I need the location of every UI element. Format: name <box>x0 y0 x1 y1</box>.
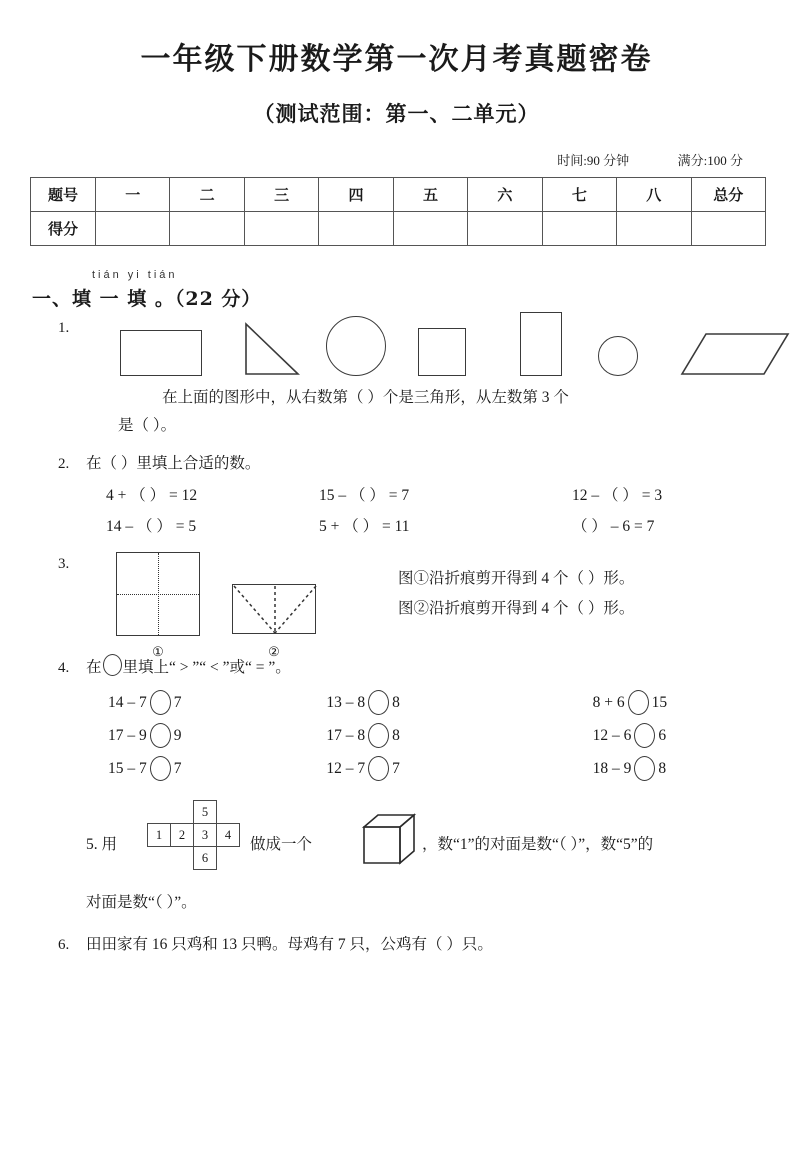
comparison-7 <box>86 755 278 783</box>
square-shape <box>418 328 466 376</box>
figure-2-label: ② <box>268 644 280 659</box>
score-table-col-6: 六 <box>468 178 542 212</box>
question-1-number: 1. <box>58 320 70 336</box>
question-1-text <box>86 384 763 440</box>
comparison-9 <box>497 755 763 783</box>
score-table <box>30 177 766 246</box>
question-2-number: 2. <box>58 456 70 472</box>
score-table-col-total: 总分 <box>691 178 766 212</box>
score-table-row-label-2: 得分 <box>31 212 96 246</box>
question-3-texts <box>398 564 634 624</box>
comparison-row-3 <box>86 752 763 785</box>
comparison-1-left: 14 – 7 <box>108 693 147 711</box>
score-cell-5[interactable] <box>393 212 467 246</box>
equation-4: 14 – （ ） = 5 <box>106 518 197 535</box>
question-5-second-line: 对面是数“（ ）”。 <box>86 894 197 911</box>
score-cell-1[interactable] <box>96 212 170 246</box>
figure-2-rectangle-with-folds <box>232 584 316 634</box>
score-table-col-7: 七 <box>542 178 616 212</box>
score-table-row-label-1: 题号 <box>31 178 96 212</box>
table-row-question-numbers <box>31 178 766 212</box>
comparison-5-left: 17 – 8 <box>326 726 366 744</box>
comparison-8-circle[interactable] <box>368 756 389 781</box>
comparison-3-right: 15 <box>651 693 668 711</box>
figure-1-square-with-folds <box>116 552 200 636</box>
question-4-prompt <box>86 654 763 682</box>
question-1-shapes <box>86 314 763 376</box>
exam-page <box>0 42 793 1164</box>
right-triangle-shape <box>244 322 300 376</box>
comparison-3-circle[interactable] <box>628 690 649 715</box>
question-5 <box>30 791 763 917</box>
comparison-4-circle[interactable] <box>150 723 171 748</box>
score-table-col-8: 八 <box>617 178 691 212</box>
section-pinyin: tián yi tián <box>92 269 178 281</box>
comparison-8-left: 12 – 7 <box>326 759 366 777</box>
score-cell-8[interactable] <box>617 212 691 246</box>
question-4-comparisons <box>86 686 763 785</box>
table-row-scores <box>31 212 766 246</box>
comparison-9-left: 18 – 9 <box>592 759 632 777</box>
comparison-7-circle[interactable] <box>150 756 171 781</box>
comparison-2-right: 8 <box>392 693 400 711</box>
comparison-8 <box>278 755 496 783</box>
comparison-7-right: 7 <box>173 759 182 777</box>
score-table-col-2: 二 <box>170 178 244 212</box>
question-3-text-2: 图②沿折痕剪开得到 4 个（ ）形。 <box>398 600 635 617</box>
question-2-equations <box>86 480 763 542</box>
net-cell-6-bottom: 6 <box>193 846 217 870</box>
question-4-prompt-a: 在 <box>86 659 102 676</box>
comparison-1 <box>86 689 278 717</box>
comparison-9-right: 8 <box>658 759 667 777</box>
question-1-line-2: 是（ ）。 <box>118 417 177 434</box>
comparison-7-left: 15 – 7 <box>108 759 147 777</box>
question-5-mid-text: 做成一个 <box>250 836 313 853</box>
comparison-5-circle[interactable] <box>368 723 389 748</box>
score-cell-3[interactable] <box>244 212 318 246</box>
comparison-1-right: 7 <box>173 693 182 711</box>
exam-meta <box>30 150 763 169</box>
question-6-number: 6. <box>58 937 70 953</box>
comparison-2-left: 13 – 8 <box>326 693 366 711</box>
section-heading-1 <box>30 269 763 310</box>
figure-1-label: ① <box>152 644 164 659</box>
comparison-4-right: 9 <box>173 726 182 744</box>
equation-5: 5 + （ ） = 11 <box>319 518 410 535</box>
net-cell-4: 4 <box>216 823 240 847</box>
score-cell-4[interactable] <box>319 212 393 246</box>
question-5-pre-text: 用 <box>101 836 118 853</box>
question-3-figures <box>30 550 763 659</box>
score-table-col-5: 五 <box>393 178 467 212</box>
circle-shape <box>326 316 386 376</box>
comparison-5 <box>278 722 496 750</box>
comparison-6 <box>497 722 763 750</box>
question-5-body <box>30 791 763 887</box>
question-1 <box>30 314 763 440</box>
score-cell-total[interactable] <box>691 212 766 246</box>
fold-line-horizontal <box>117 594 199 595</box>
question-5-lead <box>86 831 117 859</box>
equation-row-2 <box>86 511 763 542</box>
comparison-3-left: 8 + 6 <box>592 693 625 711</box>
net-cell-2: 2 <box>170 823 194 847</box>
rectangle-horizontal-shape <box>120 330 202 376</box>
circle-blank-icon <box>103 654 122 676</box>
comparison-1-circle[interactable] <box>150 690 171 715</box>
comparison-8-right: 7 <box>392 759 400 777</box>
question-6 <box>30 931 763 959</box>
equation-3: 12 – （ ） = 3 <box>572 487 663 504</box>
page-title: 一年级下册数学第一次月考真题密卷 <box>140 42 653 77</box>
question-2 <box>30 450 763 542</box>
comparison-6-circle[interactable] <box>634 723 655 748</box>
equation-2: 15 – （ ） = 7 <box>319 487 410 504</box>
comparison-9-circle[interactable] <box>634 756 655 781</box>
rectangle-vertical-shape <box>520 312 562 376</box>
comparison-2 <box>278 689 496 717</box>
question-5-post-text: ，数“1”的对面是数“（ ）”，数“5”的 <box>422 836 654 853</box>
time-label: 时间:90 分钟 <box>557 153 630 168</box>
score-cell-2[interactable] <box>170 212 244 246</box>
question-2-prompt: 在（ ）里填上合适的数。 <box>86 455 261 472</box>
net-cell-1: 1 <box>147 823 171 847</box>
net-cell-3: 3 <box>193 823 217 847</box>
page-subtitle: （测试范围：第一、二单元） <box>253 101 540 126</box>
comparison-row-2 <box>86 719 763 752</box>
question-4-number: 4. <box>58 660 70 676</box>
cube-net-diagram <box>147 799 243 871</box>
total-score-label: 满分:100 分 <box>677 153 743 168</box>
score-table-col-3: 三 <box>244 178 318 212</box>
question-6-text: 田田家有 16 只鸡和 13 只鸭。母鸡有 7 只，公鸡有（ ）只。 <box>86 936 493 953</box>
comparison-3 <box>497 689 763 717</box>
score-cell-7[interactable] <box>542 212 616 246</box>
parallelogram-shape <box>680 332 790 376</box>
question-3 <box>30 550 763 659</box>
circle-small-shape <box>598 336 638 376</box>
net-cell-5-top: 5 <box>193 800 217 824</box>
comparison-6-right: 6 <box>658 726 667 744</box>
comparison-2-circle[interactable] <box>368 690 389 715</box>
question-3-number: 3. <box>58 556 70 572</box>
score-table-col-4: 四 <box>319 178 393 212</box>
comparison-row-1 <box>86 686 763 719</box>
question-4-prompt-b: 里填上“ > ”“ < ”或“ = ”。 <box>122 659 291 676</box>
section-title: 一、填 一 填 。（22 分） <box>32 288 262 310</box>
comparison-6-left: 12 – 6 <box>592 726 632 744</box>
score-table-col-1: 一 <box>96 178 170 212</box>
equation-row-1 <box>86 480 763 511</box>
comparison-4 <box>86 722 278 750</box>
equation-6: （ ） – 6 = 7 <box>572 518 655 535</box>
question-4 <box>30 654 763 785</box>
comparison-5-right: 8 <box>392 726 400 744</box>
question-5-number: 5. <box>86 836 98 853</box>
score-cell-6[interactable] <box>468 212 542 246</box>
cube-3d-icon <box>360 811 418 879</box>
question-3-text-1: 图①沿折痕剪开得到 4 个（ ）形。 <box>398 570 635 587</box>
comparison-4-left: 17 – 9 <box>108 726 147 744</box>
question-1-line-1: 在上面的图形中，从右数第（ ）个是三角形，从左数第 3 个 <box>162 389 569 406</box>
equation-1: 4 + （ ） = 12 <box>106 487 198 504</box>
